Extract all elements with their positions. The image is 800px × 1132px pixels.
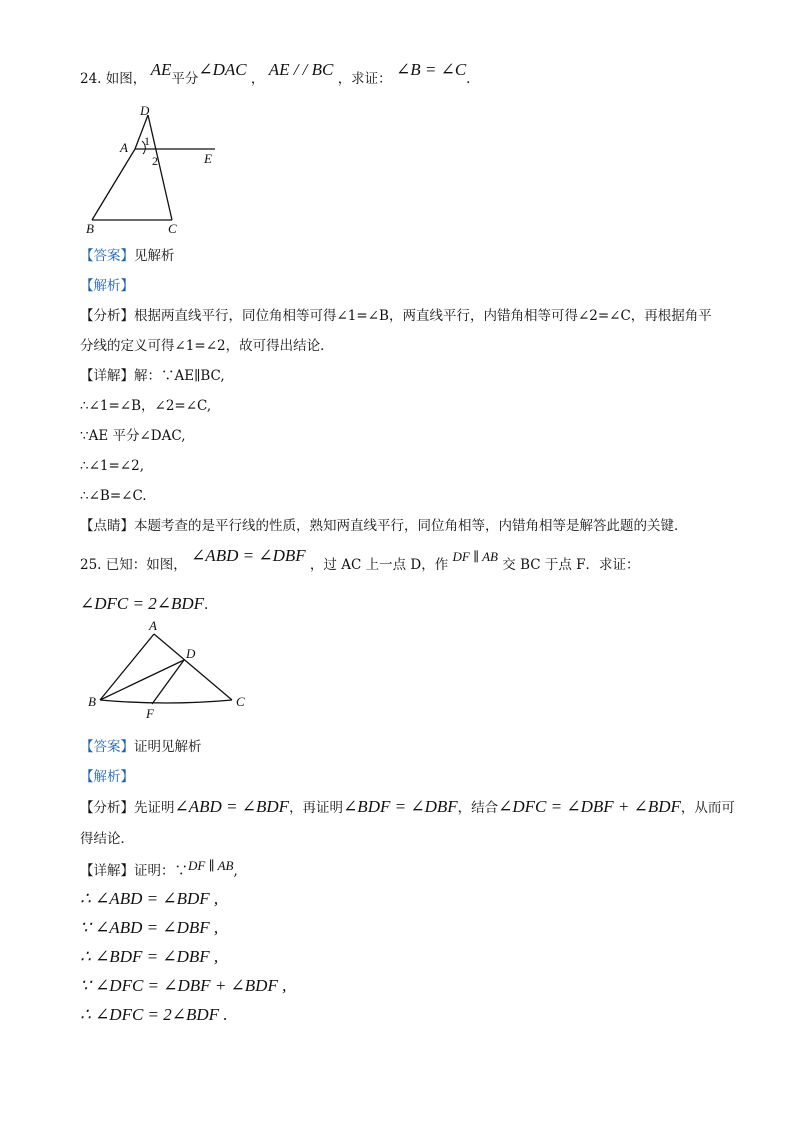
q24-math-ae: AE	[150, 60, 172, 79]
q25-figure	[80, 618, 260, 722]
q24-label-d: D	[140, 105, 150, 118]
q24-figure	[80, 105, 240, 235]
q24-label-a: A	[120, 140, 128, 155]
q25-fx-m3: ∠DFC = ∠DBF + ∠BDF	[498, 797, 681, 816]
q25-label-d: D	[186, 646, 196, 661]
q24-prove-word: ，求证：	[337, 71, 392, 87]
q25-fx-m1: ∠ABD = ∠BDF	[174, 797, 290, 816]
q25-goal-end: .	[204, 597, 209, 613]
q24-detail-1: 【详解】解：∵AE∥BC,	[80, 368, 225, 384]
q25-detail-3: ∴ ∠BDF = ∠DBF ,	[80, 947, 219, 966]
q25-answer-text: 证明见解析	[134, 739, 202, 755]
q25-line-df	[152, 660, 184, 704]
q24-detail-4: ∴∠1=∠2,	[80, 458, 144, 474]
q24-prefix: 24. 如图，	[80, 71, 147, 87]
q25-label-a: A	[149, 618, 157, 633]
q24-detail-2: ∴∠1=∠B，∠2=∠C,	[80, 398, 212, 414]
q24-comment: 【点睛】本题考查的是平行线的性质，熟知两直线平行，同位角相等，内错角相等是解答此题的关键．	[80, 518, 688, 534]
q24-stem	[80, 60, 471, 89]
q25-label-b: B	[88, 694, 96, 709]
q25-fenxi-1	[80, 797, 735, 818]
q24-label-b: B	[86, 221, 94, 235]
q24-line-ab	[92, 149, 135, 220]
q24-answer-text: 见解析	[134, 248, 175, 264]
q25-stem	[80, 546, 640, 575]
q25-detail-4: ∵ ∠DFC = ∠DBF + ∠BDF ,	[80, 976, 287, 995]
q25-detail-1: ∴ ∠ABD = ∠BDF ,	[80, 889, 219, 908]
q25-detail-5: ∴ ∠DFC = 2∠BDF .	[80, 1005, 228, 1024]
q25-answer	[80, 737, 202, 757]
q24-comma: ，	[250, 71, 265, 87]
q24-answer-tag: 【答案】	[80, 248, 134, 264]
q25-tail-text: 交 BC 于点 F．求证：	[502, 557, 640, 573]
q25-math-goal: ∠DFC = 2∠BDF	[80, 594, 205, 613]
q24-analysis-tag: 【解析】	[80, 278, 134, 294]
q24-label-e: E	[204, 151, 212, 166]
q25-math-given: ∠ABD = ∠DBF	[191, 546, 306, 565]
q25-detail-0	[80, 858, 238, 881]
q24-fenxi-2: 分线的定义可得∠1=∠2，故可得出结论．	[80, 338, 334, 354]
q25-analysis-tag: 【解析】	[80, 769, 134, 785]
q25-label-c: C	[236, 694, 245, 709]
q25-prefix: 25. 已知：如图，	[80, 557, 187, 573]
q25-detail-m0-end: ,	[233, 863, 238, 879]
q25-stem-2	[80, 594, 208, 615]
q25-fenxi-2: 得结论．	[80, 831, 134, 847]
q25-fx-d: ，从而可	[680, 800, 735, 816]
q24-math-dac: ∠DAC	[198, 60, 247, 79]
q24-detail-5: ∴∠B=∠C.	[80, 488, 147, 504]
q24-detail-3: ∵AE 平分∠DAC,	[80, 428, 186, 444]
q25-line-ac	[154, 634, 232, 700]
q25-detail-tag: 【详解】证明：∵	[80, 863, 188, 879]
q24-math-parallel: AE / / BC	[268, 60, 334, 79]
q25-fx-m2: ∠BDF = ∠DBF	[343, 797, 458, 816]
q24-bisect-word: 平分	[171, 71, 199, 87]
q25-math-parallel: DF ∥ AB	[452, 549, 498, 564]
q24-label-2: 2	[152, 154, 158, 168]
q25-fx-c: ，结合	[457, 800, 499, 816]
q24-label-c: C	[168, 221, 177, 235]
q25-detail-m0: DF ∥ AB	[188, 858, 234, 873]
q24-answer	[80, 246, 175, 266]
q25-line-bc	[100, 700, 232, 703]
q25-line-bd	[100, 660, 184, 700]
q25-label-f: F	[146, 706, 154, 721]
q24-end: .	[466, 71, 471, 87]
q24-math-goal: ∠B = ∠C	[395, 60, 467, 79]
q25-detail-2: ∵ ∠ABD = ∠DBF ,	[80, 918, 219, 937]
q25-fx-b: ，再证明	[289, 800, 344, 816]
q25-line-ab	[100, 634, 154, 700]
q25-fx-a: 【分析】先证明	[80, 800, 175, 816]
q24-label-1: 1	[144, 134, 150, 148]
q25-answer-tag: 【答案】	[80, 739, 134, 755]
q25-mid-text: ，过 AC 上一点 D，作	[309, 557, 449, 573]
q24-fenxi-1: 【分析】根据两直线平行，同位角相等可得∠1=∠B，两直线平行，内错角相等可得∠2=∠C，再根据角平	[80, 308, 712, 324]
